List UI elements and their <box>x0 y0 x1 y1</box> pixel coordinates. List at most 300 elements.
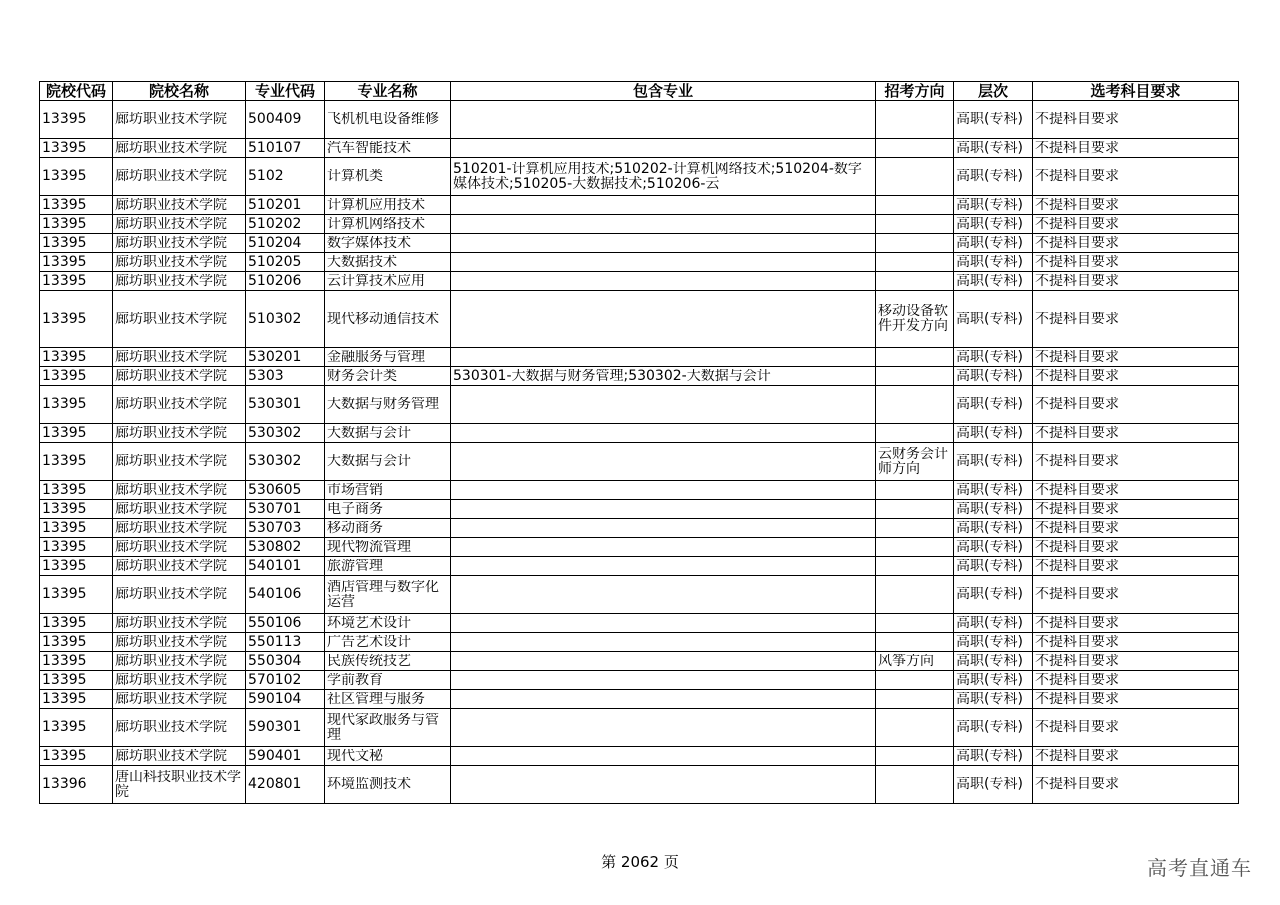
cell-major-code <box>246 215 325 234</box>
cell-major-name <box>325 348 451 367</box>
cell-text: 不提科目要求 <box>1035 397 1119 412</box>
cell-major-name <box>325 690 451 709</box>
cell-text: 13395 <box>42 539 87 555</box>
cell-major-code <box>246 633 325 652</box>
cell-direction <box>876 101 954 139</box>
cell-major-code <box>246 576 325 614</box>
table-row <box>40 443 1239 481</box>
cell-school-name <box>113 614 246 633</box>
header-direction: 招考方向 <box>876 82 954 101</box>
cell-school-name <box>113 576 246 614</box>
cell-text: 移动商务 <box>327 520 383 536</box>
cell-text: 高职(专科) <box>956 169 1023 184</box>
cell-text: 移动设备软件开发方向 <box>878 304 948 334</box>
cell-included-majors <box>451 348 876 367</box>
cell-included-majors <box>451 196 876 215</box>
cell-text: 420801 <box>248 777 302 792</box>
cell-school-name <box>113 481 246 500</box>
cell-text: 高职(专科) <box>956 587 1023 602</box>
admissions-table <box>39 81 1239 804</box>
cell-direction <box>876 766 954 804</box>
cell-text: 环境艺术设计 <box>327 615 411 631</box>
cell-school-name <box>113 633 246 652</box>
cell-school-code <box>40 443 113 481</box>
cell-text: 高职(专科) <box>956 501 1023 517</box>
cell-included-majors <box>451 709 876 747</box>
table-row <box>40 557 1239 576</box>
cell-major-name <box>325 424 451 443</box>
cell-major-code <box>246 272 325 291</box>
cell-included-majors <box>451 519 876 538</box>
table-row <box>40 158 1239 196</box>
cell-direction <box>876 443 954 481</box>
cell-school-name <box>113 709 246 747</box>
cell-text: 550106 <box>248 615 302 631</box>
cell-subject-requirement <box>1033 557 1239 576</box>
cell-text: 13395 <box>42 672 87 688</box>
cell-direction <box>876 500 954 519</box>
cell-school-code <box>40 671 113 690</box>
cell-direction <box>876 709 954 747</box>
cell-subject-requirement <box>1033 101 1239 139</box>
cell-text: 高职(专科) <box>956 634 1023 650</box>
table-row <box>40 139 1239 158</box>
cell-text: 530302 <box>248 425 302 441</box>
cell-text: 高职(专科) <box>956 397 1023 412</box>
cell-text: 13395 <box>42 140 87 156</box>
cell-level <box>954 253 1033 272</box>
table-row <box>40 291 1239 348</box>
cell-text: 大数据与会计 <box>327 425 411 441</box>
cell-text: 云财务会计师方向 <box>878 446 948 477</box>
table-row <box>40 576 1239 614</box>
cell-school-name <box>113 386 246 424</box>
cell-school-code <box>40 766 113 804</box>
cell-level <box>954 139 1033 158</box>
header-subject-requirement: 选考科目要求 <box>1033 82 1239 101</box>
cell-subject-requirement <box>1033 519 1239 538</box>
cell-text: 510206 <box>248 273 302 289</box>
cell-level <box>954 557 1033 576</box>
cell-text: 高职(专科) <box>956 691 1023 707</box>
cell-subject-requirement <box>1033 272 1239 291</box>
cell-text: 不提科目要求 <box>1035 501 1119 517</box>
cell-text: 高职(专科) <box>956 311 1023 327</box>
cell-text: 廊坊职业技术学院 <box>115 672 227 688</box>
cell-subject-requirement <box>1033 671 1239 690</box>
table-row <box>40 386 1239 424</box>
cell-direction <box>876 234 954 253</box>
cell-text: 590401 <box>248 748 302 764</box>
cell-text: 不提科目要求 <box>1035 691 1119 707</box>
cell-text: 不提科目要求 <box>1035 349 1119 365</box>
cell-text: 廊坊职业技术学院 <box>115 558 227 574</box>
cell-text: 510201 <box>248 197 302 213</box>
cell-major-code <box>246 234 325 253</box>
cell-direction <box>876 386 954 424</box>
cell-subject-requirement <box>1033 633 1239 652</box>
cell-school-name <box>113 139 246 158</box>
cell-direction <box>876 424 954 443</box>
cell-major-code <box>246 367 325 386</box>
cell-text: 风筝方向 <box>878 653 934 669</box>
cell-text: 13395 <box>42 587 87 602</box>
cell-direction <box>876 272 954 291</box>
cell-subject-requirement <box>1033 139 1239 158</box>
cell-school-code <box>40 386 113 424</box>
cell-text: 13395 <box>42 454 87 469</box>
header-included-majors: 包含专业 <box>451 82 876 101</box>
cell-level <box>954 196 1033 215</box>
cell-subject-requirement <box>1033 690 1239 709</box>
cell-school-name <box>113 367 246 386</box>
cell-school-name <box>113 747 246 766</box>
cell-school-code <box>40 196 113 215</box>
cell-text: 530802 <box>248 539 302 555</box>
cell-included-majors <box>451 443 876 481</box>
table-row <box>40 652 1239 671</box>
cell-text: 不提科目要求 <box>1035 112 1119 127</box>
cell-text: 旅游管理 <box>327 558 383 574</box>
header-major-name: 专业名称 <box>325 82 451 101</box>
cell-text: 廊坊职业技术学院 <box>115 235 227 251</box>
cell-text: 廊坊职业技术学院 <box>115 454 227 469</box>
page-number: 第 2062 页 <box>601 853 679 871</box>
cell-direction <box>876 671 954 690</box>
cell-text: 13395 <box>42 112 87 127</box>
cell-subject-requirement <box>1033 500 1239 519</box>
cell-school-name <box>113 234 246 253</box>
table-row <box>40 101 1239 139</box>
cell-major-name <box>325 367 451 386</box>
cell-text: 廊坊职业技术学院 <box>115 501 227 517</box>
cell-text: 汽车智能技术 <box>327 140 411 156</box>
cell-major-name <box>325 215 451 234</box>
cell-text: 不提科目要求 <box>1035 454 1119 469</box>
cell-major-code <box>246 386 325 424</box>
cell-text: 市场营销 <box>327 482 383 498</box>
cell-text: 廊坊职业技术学院 <box>115 197 227 213</box>
cell-major-name <box>325 443 451 481</box>
cell-text: 计算机类 <box>327 169 383 184</box>
cell-school-code <box>40 500 113 519</box>
cell-text: 廊坊职业技术学院 <box>115 169 227 184</box>
cell-text: 510201-计算机应用技术;510202-计算机网络技术;510204-数字媒体技术;510205-大数据技术;510206-云 <box>453 161 862 192</box>
cell-text: 不提科目要求 <box>1035 720 1119 735</box>
cell-text: 环境监测技术 <box>327 777 411 792</box>
cell-major-name <box>325 386 451 424</box>
cell-text: 高职(专科) <box>956 748 1023 764</box>
cell-included-majors <box>451 139 876 158</box>
cell-major-name <box>325 253 451 272</box>
cell-text: 不提科目要求 <box>1035 520 1119 536</box>
table-row <box>40 348 1239 367</box>
cell-text: 13395 <box>42 748 87 764</box>
cell-text: 不提科目要求 <box>1035 368 1119 384</box>
cell-text: 13395 <box>42 197 87 213</box>
cell-text: 13395 <box>42 349 87 365</box>
cell-text: 13395 <box>42 653 87 669</box>
cell-level <box>954 291 1033 348</box>
cell-text: 不提科目要求 <box>1035 615 1119 631</box>
cell-text: 13395 <box>42 368 87 384</box>
cell-direction <box>876 139 954 158</box>
cell-text: 廊坊职业技术学院 <box>115 748 227 764</box>
cell-school-code <box>40 614 113 633</box>
cell-text: 高职(专科) <box>956 520 1023 536</box>
cell-text: 大数据与财务管理 <box>327 397 439 412</box>
cell-major-code <box>246 766 325 804</box>
cell-text: 530201 <box>248 349 302 365</box>
cell-direction <box>876 576 954 614</box>
cell-text: 廊坊职业技术学院 <box>115 140 227 156</box>
cell-direction <box>876 747 954 766</box>
watermark: 高考直通车 <box>1147 856 1252 880</box>
cell-text: 数字媒体技术 <box>327 235 411 251</box>
cell-direction <box>876 481 954 500</box>
cell-subject-requirement <box>1033 614 1239 633</box>
cell-major-code <box>246 139 325 158</box>
cell-major-name <box>325 576 451 614</box>
cell-direction <box>876 519 954 538</box>
cell-text: 590301 <box>248 720 302 735</box>
cell-text: 高职(专科) <box>956 653 1023 669</box>
cell-school-code <box>40 557 113 576</box>
cell-level <box>954 234 1033 253</box>
cell-text: 计算机网络技术 <box>327 216 425 232</box>
cell-school-code <box>40 215 113 234</box>
cell-text: 财务会计类 <box>327 368 397 384</box>
cell-text: 不提科目要求 <box>1035 254 1119 270</box>
table-row <box>40 614 1239 633</box>
cell-text: 13395 <box>42 691 87 707</box>
cell-major-name <box>325 272 451 291</box>
cell-included-majors <box>451 291 876 348</box>
cell-text: 高职(专科) <box>956 349 1023 365</box>
cell-text: 高职(专科) <box>956 112 1023 127</box>
cell-school-code <box>40 690 113 709</box>
cell-text: 13395 <box>42 520 87 536</box>
cell-subject-requirement <box>1033 234 1239 253</box>
cell-school-name <box>113 557 246 576</box>
cell-text: 510302 <box>248 311 302 327</box>
table-row <box>40 766 1239 804</box>
cell-major-code <box>246 424 325 443</box>
cell-text: 13395 <box>42 425 87 441</box>
cell-text: 13395 <box>42 720 87 735</box>
cell-direction <box>876 291 954 348</box>
cell-text: 550113 <box>248 634 302 650</box>
cell-school-name <box>113 519 246 538</box>
cell-major-code <box>246 500 325 519</box>
cell-major-name <box>325 101 451 139</box>
cell-included-majors <box>451 614 876 633</box>
cell-text: 高职(专科) <box>956 273 1023 289</box>
cell-level <box>954 633 1033 652</box>
cell-school-name <box>113 291 246 348</box>
cell-text: 云计算技术应用 <box>327 273 425 289</box>
cell-included-majors <box>451 690 876 709</box>
cell-major-code <box>246 443 325 481</box>
cell-school-code <box>40 633 113 652</box>
header-school-name: 院校名称 <box>113 82 246 101</box>
cell-text: 廊坊职业技术学院 <box>115 368 227 384</box>
cell-major-name <box>325 158 451 196</box>
cell-school-code <box>40 519 113 538</box>
cell-included-majors <box>451 500 876 519</box>
cell-school-code <box>40 234 113 253</box>
cell-level <box>954 671 1033 690</box>
cell-text: 酒店管理与数字化运营 <box>327 579 439 610</box>
cell-major-code <box>246 196 325 215</box>
cell-major-code <box>246 652 325 671</box>
cell-school-name <box>113 500 246 519</box>
cell-included-majors <box>451 747 876 766</box>
cell-text: 5303 <box>248 368 284 384</box>
cell-text: 廊坊职业技术学院 <box>115 216 227 232</box>
cell-text: 廊坊职业技术学院 <box>115 539 227 555</box>
cell-major-code <box>246 747 325 766</box>
cell-text: 不提科目要求 <box>1035 311 1119 327</box>
cell-text: 540106 <box>248 587 302 602</box>
cell-text: 廊坊职业技术学院 <box>115 397 227 412</box>
cell-text: 不提科目要求 <box>1035 587 1119 602</box>
table-row <box>40 709 1239 747</box>
cell-major-name <box>325 234 451 253</box>
table-row <box>40 272 1239 291</box>
cell-subject-requirement <box>1033 215 1239 234</box>
cell-text: 500409 <box>248 112 302 127</box>
cell-text: 高职(专科) <box>956 539 1023 555</box>
cell-text: 530703 <box>248 520 302 536</box>
cell-text: 570102 <box>248 672 302 688</box>
header-row <box>40 82 1239 101</box>
cell-included-majors <box>451 557 876 576</box>
cell-text: 现代文秘 <box>327 748 383 764</box>
cell-subject-requirement <box>1033 367 1239 386</box>
cell-text: 13395 <box>42 273 87 289</box>
cell-text: 高职(专科) <box>956 235 1023 251</box>
cell-level <box>954 348 1033 367</box>
cell-major-code <box>246 481 325 500</box>
cell-school-name <box>113 196 246 215</box>
cell-school-name <box>113 671 246 690</box>
cell-school-name <box>113 652 246 671</box>
cell-text: 高职(专科) <box>956 720 1023 735</box>
cell-school-code <box>40 652 113 671</box>
cell-major-code <box>246 557 325 576</box>
cell-text: 不提科目要求 <box>1035 558 1119 574</box>
cell-text: 不提科目要求 <box>1035 653 1119 669</box>
cell-school-name <box>113 443 246 481</box>
cell-text: 廊坊职业技术学院 <box>115 720 227 735</box>
cell-text: 高职(专科) <box>956 140 1023 156</box>
cell-level <box>954 367 1033 386</box>
cell-level <box>954 101 1033 139</box>
cell-major-code <box>246 538 325 557</box>
cell-text: 510204 <box>248 235 302 251</box>
cell-school-code <box>40 101 113 139</box>
cell-school-code <box>40 291 113 348</box>
cell-level <box>954 386 1033 424</box>
cell-text: 高职(专科) <box>956 368 1023 384</box>
cell-level <box>954 614 1033 633</box>
cell-subject-requirement <box>1033 348 1239 367</box>
cell-direction <box>876 348 954 367</box>
cell-direction <box>876 196 954 215</box>
cell-school-code <box>40 747 113 766</box>
cell-text: 不提科目要求 <box>1035 482 1119 498</box>
cell-level <box>954 519 1033 538</box>
cell-subject-requirement <box>1033 652 1239 671</box>
cell-text: 13396 <box>42 777 87 792</box>
cell-text: 高职(专科) <box>956 254 1023 270</box>
cell-school-code <box>40 348 113 367</box>
cell-text: 不提科目要求 <box>1035 748 1119 764</box>
header-major-code: 专业代码 <box>246 82 325 101</box>
cell-major-code <box>246 709 325 747</box>
cell-school-code <box>40 139 113 158</box>
cell-subject-requirement <box>1033 386 1239 424</box>
cell-school-code <box>40 424 113 443</box>
cell-major-name <box>325 766 451 804</box>
cell-level <box>954 158 1033 196</box>
cell-text: 高职(专科) <box>956 777 1023 792</box>
cell-text: 金融服务与管理 <box>327 349 425 365</box>
cell-text: 13395 <box>42 615 87 631</box>
cell-text: 高职(专科) <box>956 615 1023 631</box>
table-row <box>40 747 1239 766</box>
cell-level <box>954 443 1033 481</box>
table-row <box>40 538 1239 557</box>
cell-major-name <box>325 500 451 519</box>
cell-level <box>954 747 1033 766</box>
cell-text: 廊坊职业技术学院 <box>115 273 227 289</box>
table-row <box>40 671 1239 690</box>
cell-text: 530301-大数据与财务管理;530302-大数据与会计 <box>453 368 771 384</box>
cell-school-name <box>113 690 246 709</box>
cell-text: 13395 <box>42 501 87 517</box>
cell-subject-requirement <box>1033 709 1239 747</box>
cell-text: 530302 <box>248 454 302 469</box>
cell-text: 廊坊职业技术学院 <box>115 653 227 669</box>
cell-text: 电子商务 <box>327 501 383 517</box>
cell-included-majors <box>451 234 876 253</box>
cell-included-majors <box>451 367 876 386</box>
table-row <box>40 234 1239 253</box>
cell-text: 廊坊职业技术学院 <box>115 254 227 270</box>
cell-school-name <box>113 101 246 139</box>
cell-text: 廊坊职业技术学院 <box>115 425 227 441</box>
cell-included-majors <box>451 652 876 671</box>
cell-major-name <box>325 633 451 652</box>
cell-major-name <box>325 139 451 158</box>
cell-subject-requirement <box>1033 158 1239 196</box>
cell-text: 13395 <box>42 254 87 270</box>
header-school-code: 院校代码 <box>40 82 113 101</box>
cell-school-code <box>40 709 113 747</box>
cell-text: 不提科目要求 <box>1035 777 1119 792</box>
cell-school-code <box>40 253 113 272</box>
cell-direction <box>876 652 954 671</box>
cell-text: 13395 <box>42 311 87 327</box>
cell-text: 不提科目要求 <box>1035 197 1119 213</box>
cell-included-majors <box>451 215 876 234</box>
cell-text: 不提科目要求 <box>1035 216 1119 232</box>
cell-subject-requirement <box>1033 766 1239 804</box>
cell-major-name <box>325 196 451 215</box>
cell-level <box>954 766 1033 804</box>
